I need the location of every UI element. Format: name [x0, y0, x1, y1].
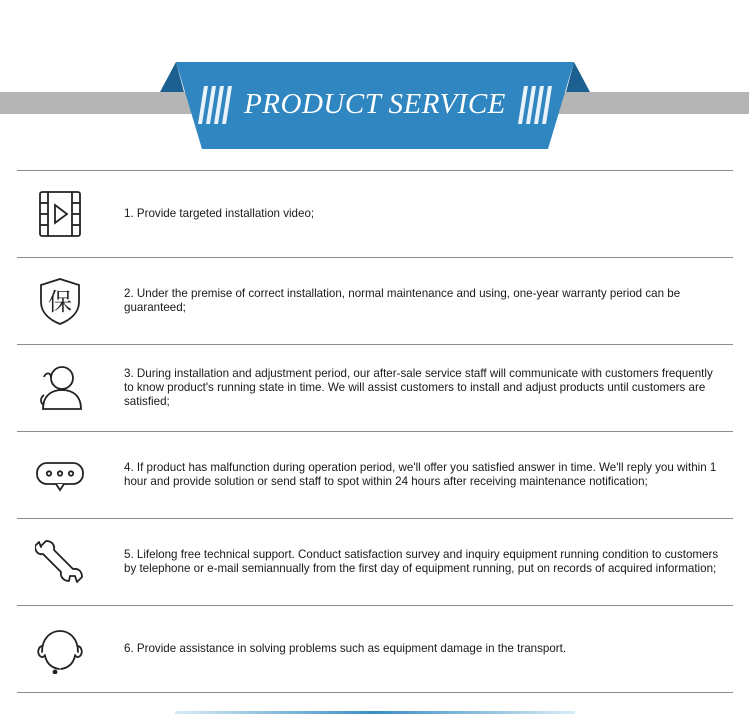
- service-text: 2. Under the premise of correct installation, normal maintenance and using, one-year warranty period can be guaranteed;: [124, 287, 681, 314]
- service-text: 5. Lifelong free technical support. Conduct satisfaction survey and inquiry equipment running condition to customers by telephone or e-mail semiannually from the first day of equipment running, put on records of acquired information;: [124, 548, 719, 575]
- page-title: PRODUCT SERVICE: [244, 88, 506, 120]
- service-text: 4. If product has malfunction during operation period, we'll offer you satisfied answer in time. We'll reply you within 1 hour and provide solution or send staff to spot within 24 hours after receiving maintenance notification;: [124, 461, 717, 488]
- service-item-reply: [17, 432, 733, 518]
- divider: [17, 692, 733, 693]
- service-item-warranty: [17, 258, 733, 344]
- product-service-banner: [160, 61, 590, 151]
- service-item-video: [17, 171, 733, 257]
- warranty-shield-icon: [35, 276, 85, 326]
- warranty-glyph: 保: [48, 288, 72, 316]
- service-text: 1. Provide targeted installation video;: [124, 207, 315, 220]
- chat-bubble-icon: [35, 450, 85, 500]
- wrench-icon: [35, 537, 85, 587]
- person-icon: [35, 363, 85, 413]
- video-play-icon: [35, 189, 85, 239]
- service-item-support: [17, 519, 733, 605]
- service-item-assistance: [17, 606, 733, 692]
- service-text: 3. During installation and adjustment period, our after-sale service staff will communicate with customers frequently to know product's running state in time. We will assist customers to install and adjust products until customers are satisfied;: [124, 367, 713, 408]
- service-item-staff: [17, 345, 733, 431]
- headset-icon: [35, 624, 85, 674]
- service-text: 6. Provide assistance in solving problems such as equipment damage in the transport.: [124, 642, 567, 655]
